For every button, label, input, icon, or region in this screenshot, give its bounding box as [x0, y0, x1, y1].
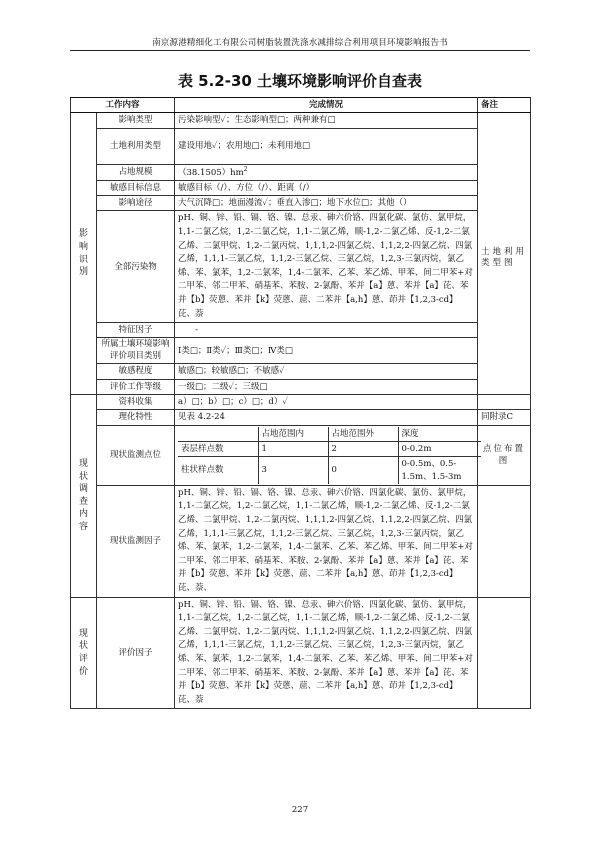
- row-grade: [71, 379, 531, 394]
- label-data-collection: 资料收集: [97, 395, 175, 410]
- row-impact-type: [71, 113, 531, 128]
- label-pathway: 影响途径: [97, 196, 175, 211]
- monitor-points-subtable: [178, 427, 481, 484]
- value-sensitive-targets: 敏感目标（/）、方位（/）、距离（/）: [175, 180, 478, 195]
- label-area: 占地规模: [97, 164, 175, 180]
- value-properties: 见表 4.2-24: [175, 410, 478, 425]
- note-properties: 同附录C: [478, 410, 531, 425]
- row-pathway: [71, 196, 531, 211]
- row-sensitivity: [71, 364, 531, 379]
- row-land-use: [71, 128, 531, 164]
- note-monitor-factors: [478, 485, 531, 597]
- surface-inside: 1: [258, 441, 328, 456]
- label-project-category: 所属土壤环境影响评价项目类别: [97, 338, 175, 364]
- row-eval-factors: [71, 597, 531, 709]
- row-sensitive-targets: [71, 180, 531, 195]
- table-title: 表 5.2-30 土壤环境影响评价自查表: [177, 72, 423, 90]
- label-land-use: 土地利用类型: [97, 128, 175, 164]
- row-all-pollutants: [71, 211, 531, 323]
- subtable-row-surface: [178, 441, 481, 456]
- row-feature-factor: [71, 323, 531, 338]
- note-land-use: 土地利用类型图: [481, 246, 528, 268]
- column-depth: 0-0.5m、0.5-1.5m、1.5-3m: [398, 457, 481, 484]
- subtable-row-column: [178, 457, 481, 484]
- label-feature-factor: 特征因子: [97, 323, 175, 338]
- subtable-header-depth: 深度: [398, 427, 481, 442]
- surface-outside: 2: [328, 441, 398, 456]
- subtable-header-blank: [178, 427, 258, 442]
- column-label: 柱状样点数: [178, 457, 258, 484]
- label-grade: 评价工作等级: [97, 379, 175, 394]
- column-inside: 3: [258, 457, 328, 484]
- row-data-collection: [71, 395, 531, 410]
- label-monitor-factors: 现状监测因子: [97, 485, 175, 597]
- note-monitor-points: 点位布置图: [478, 425, 531, 485]
- subtable-header-inside: 占地范围内: [258, 427, 328, 442]
- value-feature-factor: -: [175, 323, 478, 338]
- label-impact-type: 影响类型: [97, 113, 175, 128]
- area-unit-superscript: 2: [243, 165, 248, 173]
- value-area: [175, 164, 478, 180]
- soil-impact-checklist-table: [70, 97, 531, 709]
- value-data-collection: a）□；b）□；c）□；d）✓: [175, 395, 478, 410]
- row-monitor-points: [71, 425, 531, 485]
- label-properties: 理化特性: [97, 410, 175, 425]
- value-project-category: Ⅰ类□；Ⅱ类✓；Ⅲ类□；Ⅳ类□: [175, 338, 478, 364]
- table-header-row: [71, 98, 531, 113]
- value-monitor-factors: pH、铜、锌、铅、镉、铬、镍、总汞、砷六价铬、四氯化碳、氯仿、氯甲烷，1,1-二氯乙烷，1,2-二氯乙烷，1,1-二氯乙烯，顺-1,2-二氯乙烯、反-1,2-二氯乙烯、二氯甲烷、1,2-二氯丙烷、1,1,1,2-四氯乙烷、1,1,2,2-四氯乙烷、四氯乙烯，1,1,1-三氯乙烷，1,1,2-三氯乙烷、三氯乙烷，1,2,3-三氯丙烷，氯乙烯、苯、氯苯，1,2-二氯苯，1,4-二氯苯、乙苯、苯乙烯、甲苯、间二甲苯+对二甲苯、邻二甲苯、硝基苯、苯胺、2-氯酚、苯并【a】蒽、苯并【a】芘、苯并【b】荧蒽、苯并【k】荧蒽、䓛、二苯并【a,h】蒽、茚并【1,2,3-cd】芘、萘、: [175, 485, 478, 597]
- row-properties: [71, 410, 531, 425]
- document-header: 南京源港精细化工有限公司树脂装置洗涤水减排综合利用项目环境影响报告书: [152, 38, 448, 48]
- header-rule: [70, 50, 530, 51]
- value-pathway: 大气沉降□；地面漫流✓；垂直入渗□；地下水位□；其他（）: [175, 196, 478, 211]
- group-current-evaluation: 现状评价: [71, 597, 97, 709]
- value-eval-factors: pH、铜、锌、铅、镉、铬、镍、总汞、砷六价铬、四氯化碳、氯仿、氯甲烷，1,1-二氯乙烷，1,2-二氯乙烷，1,1-二氯乙烯，顺-1,2-二氯乙烯、反-1,2-二氯乙烯、二氯甲烷、1,2-二氯丙烷、1,1,1,2-四氯乙烷、1,1,2,2-四氯乙烷、四氯乙烯，1,1,1-三氯乙烷，1,1,2-三氯乙烷、三氯乙烷，1,2,3-三氯丙烷，氯乙烯、苯、氯苯，1,2-二氯苯，1,4-二氯苯、乙苯、苯乙烯、甲苯、间二甲苯+对二甲苯、邻二甲苯、硝基苯、苯胺、2-氯酚、苯并【a】蒽、苯并【a】芘、苯并【b】荧蒽、苯并【k】荧蒽、䓛、二苯并【a,h】蒽、茚并【1,2,3-cd】芘、萘: [175, 597, 478, 709]
- value-impact-type: 污染影响型✓；生态影响型□；两种兼有□: [175, 113, 478, 128]
- subtable-header-row: [178, 427, 481, 442]
- group-impact-identification: 影响识别: [71, 113, 97, 395]
- label-sensitive-targets: 敏感目标信息: [97, 180, 175, 195]
- row-project-category: [71, 338, 531, 364]
- label-sensitivity: 敏感程度: [97, 364, 175, 379]
- note-data-collection: [478, 395, 531, 410]
- col-header-done: 完成情况: [175, 98, 478, 113]
- label-monitor-points: 现状监测点位: [97, 425, 175, 485]
- value-sensitivity: 敏感□；较敏感□；不敏感✓: [175, 364, 478, 379]
- value-all-pollutants: pH、铜、锌、铅、镉、铬、镍、总汞、砷六价铬、四氯化碳、氯仿、氯甲烷，1,1-二氯乙烷，1,2-二氯乙烷，1,1-二氯乙烯，顺-1,2-二氯乙烯、反-1,2-二氯乙烯、二氯甲烷、1,2-二氯丙烷、1,1,1,2-四氯乙烷、1,1,2,2-四氯乙烷、四氯乙烯，1,1,1-三氯乙烷，1,1,2-三氯乙烷、三氯乙烷，1,2,3-三氯丙烷，氯乙烯、苯、氯苯，1,2-二氯苯，1,4-二氯苯、乙苯、苯乙烯、甲苯、间二甲苯+对二甲苯、邻二甲苯、硝基苯、苯胺、2-氯酚、苯并【a】蒽、苯并【a】芘、苯并【b】荧蒽、苯并【k】荧蒽、䓛、二苯并【a,h】蒽、茚并【1,2,3-cd】芘、萘: [175, 211, 478, 323]
- surface-depth: 0-0.2m: [398, 441, 481, 456]
- label-all-pollutants: 全部污染物: [97, 211, 175, 323]
- monitor-points-subtable-cell: [175, 425, 478, 485]
- label-eval-factors: 评价因子: [97, 597, 175, 709]
- col-header-work: 工作内容: [71, 98, 175, 113]
- subtable-header-outside: 占地范围外: [328, 427, 398, 442]
- row-monitor-factors: [71, 485, 531, 597]
- note-impact-group: [478, 113, 531, 395]
- value-grade: 一级□；二级✓；三级□: [175, 379, 478, 394]
- surface-label: 表层样点数: [178, 441, 258, 456]
- note-eval-factors: [478, 597, 531, 709]
- page-number: 227: [291, 805, 309, 815]
- group-survey-content: 现状调查内容: [71, 395, 97, 598]
- row-area: [71, 164, 531, 180]
- column-outside: 0: [328, 457, 398, 484]
- col-header-note: 备注: [478, 98, 531, 113]
- value-land-use: 建设用地✓；农用地□；未利用地□: [175, 128, 478, 164]
- area-value-text: （38.1505）hm: [178, 167, 244, 178]
